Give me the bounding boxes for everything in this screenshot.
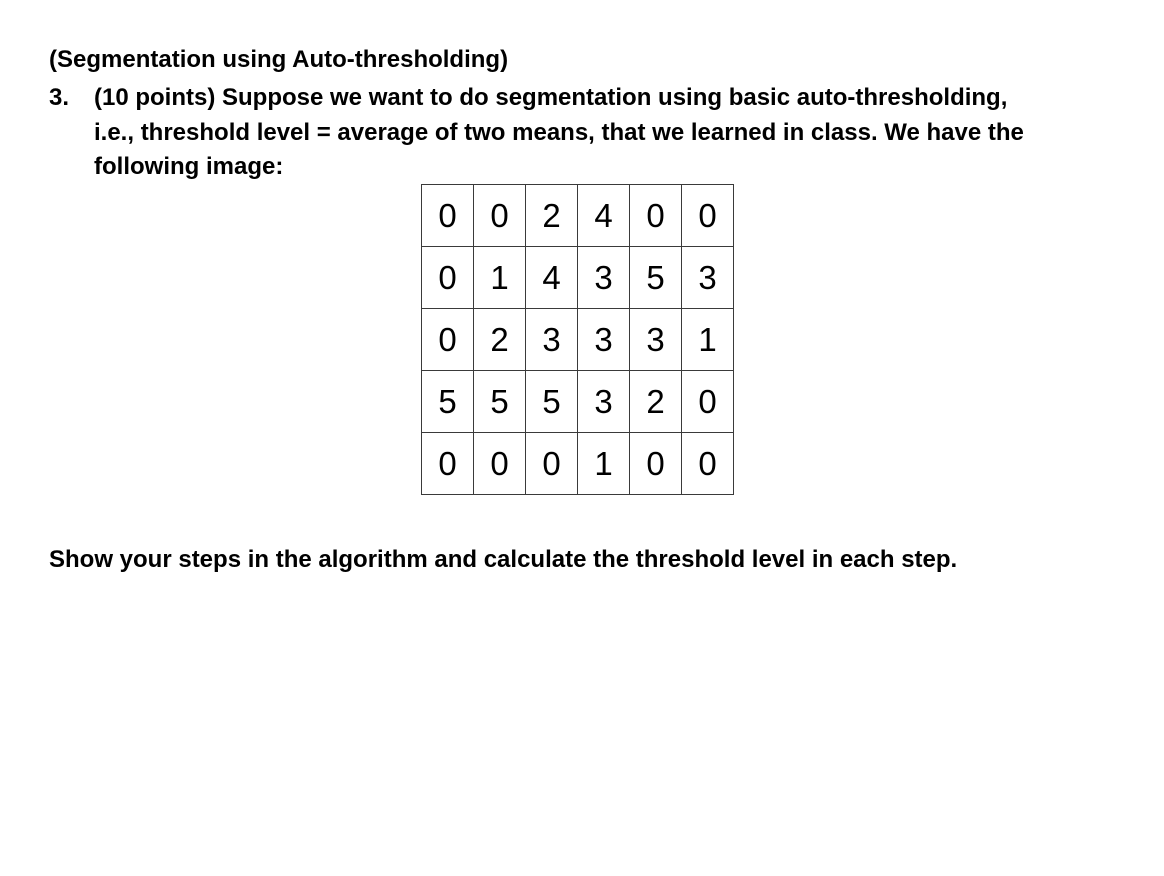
problem-number: 3. [49, 84, 70, 111]
instruction-text: Show your steps in the algorithm and calculate the threshold level in each step. [49, 546, 958, 573]
grid-cell: 1 [474, 247, 526, 309]
grid-cell: 5 [474, 371, 526, 433]
grid-cell: 2 [526, 185, 578, 247]
grid-cell: 1 [578, 433, 630, 495]
grid-row [422, 185, 734, 247]
grid-cell: 3 [682, 247, 734, 309]
grid-cell: 0 [682, 433, 734, 495]
grid-row [422, 433, 734, 495]
grid-cell: 3 [526, 309, 578, 371]
grid-cell: 0 [422, 185, 474, 247]
grid-cell: 3 [578, 309, 630, 371]
problem-text [94, 81, 1114, 185]
grid-row [422, 309, 734, 371]
grid-cell: 2 [630, 371, 682, 433]
grid-cell: 0 [630, 185, 682, 247]
grid-cell: 0 [474, 185, 526, 247]
grid-cell: 3 [578, 247, 630, 309]
grid-cell: 3 [630, 309, 682, 371]
grid-cell: 5 [526, 371, 578, 433]
grid-cell: 0 [526, 433, 578, 495]
grid-cell: 0 [474, 433, 526, 495]
grid-row [422, 247, 734, 309]
grid-cell: 0 [422, 309, 474, 371]
grid-cell: 5 [630, 247, 682, 309]
grid-cell: 2 [474, 309, 526, 371]
problem-line: following image: [94, 153, 284, 180]
grid-row [422, 371, 734, 433]
grid-cell: 1 [682, 309, 734, 371]
grid-cell: 0 [422, 433, 474, 495]
grid-cell: 3 [578, 371, 630, 433]
grid-cell: 4 [526, 247, 578, 309]
grid-cell: 0 [682, 185, 734, 247]
grid-cell: 0 [630, 433, 682, 495]
problem-line: (10 points) Suppose we want to do segmentation using basic auto-thresholding, [94, 84, 1008, 111]
grid-cell: 0 [422, 247, 474, 309]
grid-cell: 5 [422, 371, 474, 433]
pixel-grid [421, 184, 734, 495]
grid-cell: 4 [578, 185, 630, 247]
problem-line: i.e., threshold level = average of two means, that we learned in class. We have the [94, 118, 1024, 146]
section-title: (Segmentation using Auto-thresholding) [49, 46, 509, 73]
grid-cell: 0 [682, 371, 734, 433]
